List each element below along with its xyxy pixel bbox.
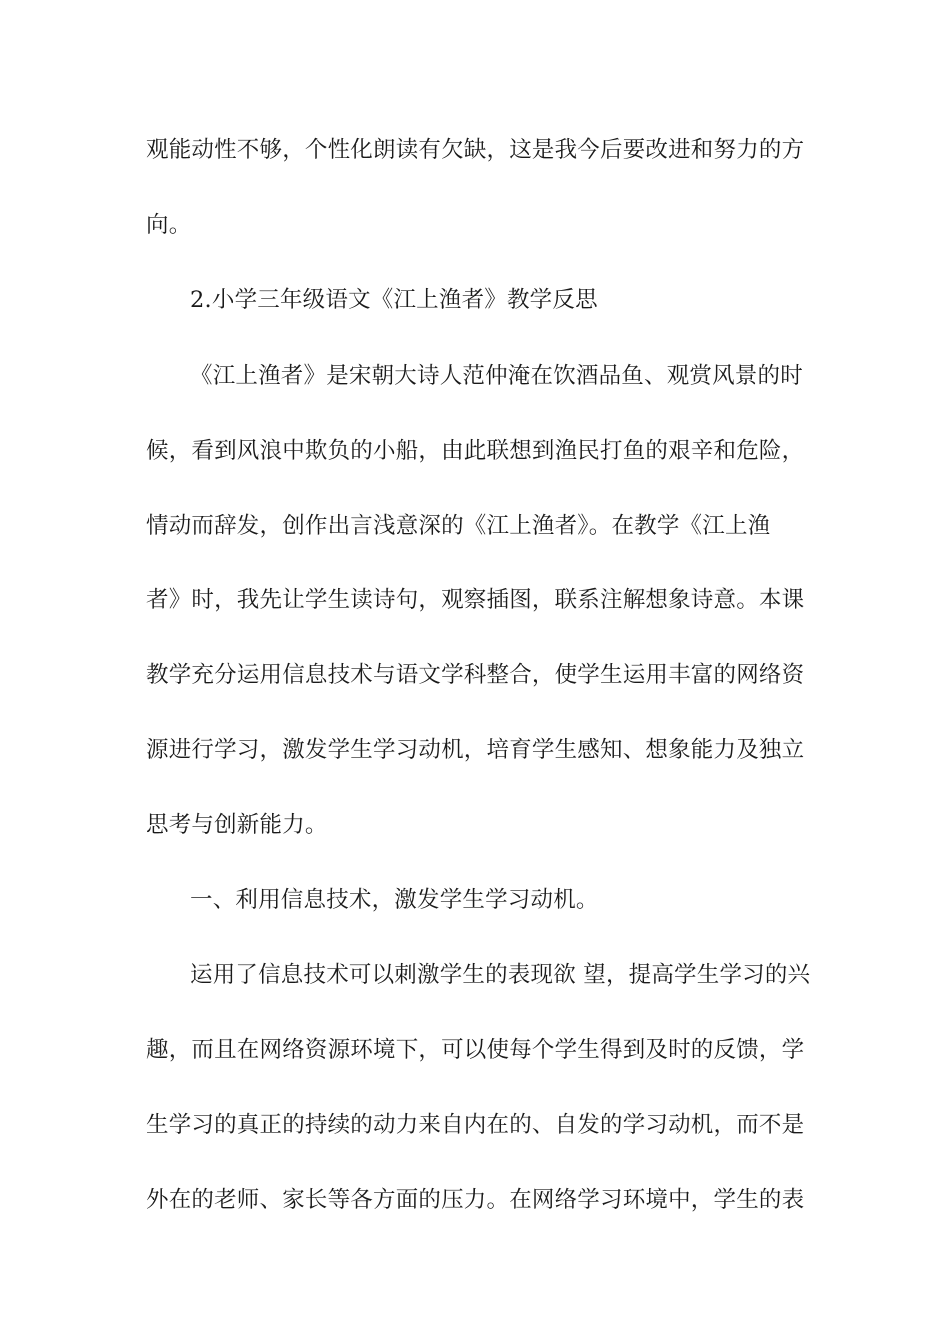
text-line: 生学习的真正的持续的动力来自内在的、自发的学习动机，而不是 (146, 1112, 805, 1138)
text-line: 思考与创新能力。 (146, 812, 328, 838)
text-line: 《江上渔者》是宋朝大诗人范仲淹在饮酒品鱼、观赏风景的时 (190, 363, 803, 389)
section-heading: 2.小学三年级语文《江上渔者》教学反思 (190, 287, 598, 313)
subsection-heading: 一、利用信息技术，激发学生学习动机。 (190, 887, 599, 913)
text-line: 外在的老师、家长等各方面的压力。在网络学习环境中，学生的表 (146, 1187, 805, 1213)
text-line: 趣，而且在网络资源环境下，可以使每个学生得到及时的反馈，学 (146, 1037, 805, 1063)
text-line: 运用了信息技术可以刺激学生的表现欲 望，提高学生学习的兴 (190, 962, 811, 988)
text-line: 者》时，我先让学生读诗句，观察插图，联系注解想象诗意。本课 (146, 587, 805, 613)
text-line: 情动而辞发，创作出言浅意深的《江上渔者》。在教学《江上渔 (146, 513, 771, 539)
text-line: 源进行学习，激发学生学习动机，培育学生感知、想象能力及独立 (146, 737, 805, 763)
text-line: 教学充分运用信息技术与语文学科整合，使学生运用丰富的网络资 (146, 662, 805, 688)
text-line: 候，看到风浪中欺负的小船，由此联想到渔民打鱼的艰辛和危险， (146, 438, 805, 464)
text-line: 观能动性不够，个性化朗读有欠缺，这是我今后要改进和努力的方 (146, 137, 805, 163)
text-line: 向。 (146, 212, 192, 238)
